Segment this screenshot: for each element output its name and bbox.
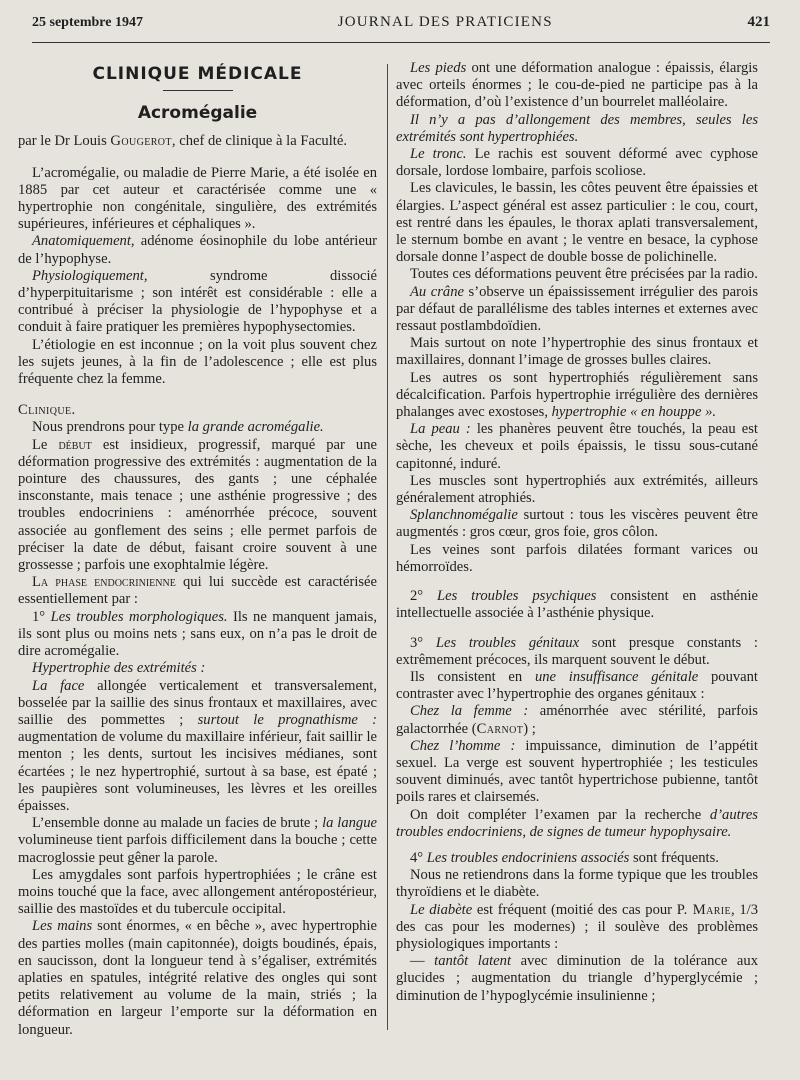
running-head (32, 14, 770, 43)
paragraph-physiology: Physiologiquement, syndrome dissocié d’hyperpituitarisme ; son intérêt est considérable : elle a contribué à préciser la physiologie de l’hypophyse et a conduit à faire pratiquer les premières hypophysectomies. (18, 267, 377, 336)
paragraph-retiendrons: Nous ne retiendrons dans la forme typique que les troubles thyroïdiens et le diabète. (396, 867, 758, 901)
paragraph-homme: Chez l’homme : impuissance, diminution de l’appétit sexuel. La verge est souvent hypertrophiée ; les testicules souvent diminués, avec tantôt hypertrichose pubienne, tantôt poils rares et clairsemés. (396, 737, 758, 806)
issue-date: 25 septembre 1947 (32, 15, 143, 30)
paragraph-phase: La phase endocrinienne qui lui succède est caractérisée essentiellement par : (18, 574, 378, 608)
rubric-rule (163, 90, 233, 91)
paragraph-type: Nous prendrons pour type la grande acromégalie. (32, 419, 324, 436)
section-heading-clinique: Clinique. (18, 402, 76, 419)
paragraph-psychiques: 2° Les troubles psychiques consistent en asthénie intellectuelle associée à l’asthénie physique. (396, 588, 758, 622)
paragraph-completer: On doit compléter l’examen par la recherche d’autres troubles endocriniens, de signes de tumeur hypophysaire. (396, 806, 758, 840)
paragraph-anatomy: Anatomiquement, adénome éosinophile du lobe antérieur de l’hypophyse. (18, 233, 377, 267)
paragraph-allongement: Il n’y a pas d’allongement des membres, seules les extrémités sont hypertrophiées. (396, 111, 758, 145)
paragraph-femme: Chez la femme : aménorrhée avec stérilité, parfois galactorrhée (Carnot) ; (396, 703, 758, 737)
journal-title: JOURNAL DES PRATICIENS (337, 14, 553, 30)
left-column (18, 60, 377, 1039)
paragraph-pieds: Les pieds ont une déformation analogue : épaissis, élargis avec orteils énormes ; le cou-de-pied ne participe pas à la déformation, d’où l’existence d’un bourrelet malléolaire. (396, 60, 758, 111)
right-column (396, 60, 758, 1005)
byline: par le Dr Louis Gougerot, chef de clinique à la Faculté. (18, 133, 347, 150)
paragraph-diabete: Le diabète est fréquent (moitié des cas pour P. Marie, 1/3 des cas pour les modernes) ; il soulève des problèmes physiologiques importants : (396, 901, 758, 952)
paragraph-brute: L’ensemble donne au malade un facies de brute ; la langue volumineuse tient parfois difficilement dans la bouche ; cette macroglossie peut gêner la parole. (18, 815, 377, 866)
paragraph-intro: L’acromégalie, ou maladie de Pierre Marie, a été isolée en 1885 par cet auteur et caractérisée comme une « hypertrophie non congénitale, singulière, des extrémités supérieures, inférieures et céphaliques ». (18, 164, 377, 233)
paragraph-insuffisance: Ils consistent en une insuffisance génitale pouvant contraster avec l’hypertrophie des organes génitaux : (396, 668, 758, 703)
paragraph-radio: Toutes ces déformations peuvent être précisées par la radio. (410, 266, 758, 283)
paragraph-morpho: 1° Les troubles morphologiques. Ils ne manquent jamais, ils sont plus ou moins nets ; sans eux, on n’a pas le droit de dire acromégalie. (18, 608, 377, 660)
author-name: Gougerot (110, 133, 172, 150)
section-rubric: CLINIQUE MÉDICALE (92, 64, 303, 84)
paragraph-genitaux: 3° Les troubles génitaux sont presque constants : extrêmement précoces, ils marquent souvent le début. (396, 634, 758, 668)
paragraph-sinus: Mais surtout on note l’hypertrophie des sinus frontaux et maxillaires, donnant l’image de grosses bulles claires. (396, 335, 758, 369)
paragraph-etiology: L’étiologie en est inconnue ; on la voit plus souvent chez les sujets jeunes, à la fin de l’adolescence ; elle est plus fréquente chez la femme. (18, 336, 377, 388)
paragraph-clavicules: Les clavicules, le bassin, les côtes peuvent être épaissies et élargies. L’aspect général est assez particulier : le cou, court, est rentré dans les épaules, le thorax aplati transversalement, le sternum bombe en avant ; le ventre en besace, la cyphose dorsale donne l’aspect de double bosse de polichinelle. (396, 180, 758, 266)
column-rule (387, 64, 388, 1030)
paragraph-endocriniens: 4° Les troubles endocriniens associés sont fréquents. (410, 849, 719, 866)
paragraph-splanchno: Splanchnomégalie surtout : tous les viscères peuvent être augmentés : gros cœur, gros foie, gros côlon. (396, 507, 758, 541)
paragraph-mains: Les mains sont énormes, « en bêche », avec hypertrophie des parties molles (main capitonnée), doigts boudinés, épais, en saucisson, dont la longueur tend à s’égaliser, extrémités aplaties en spatules, intégrité relative des ongles qui sont petits relativement au volume de la main, striés ; la déformation en largeur l’emporte sur la déformation en longueur. (18, 918, 377, 1038)
paragraph-amygdales: Les amygdales sont parfois hypertrophiées ; le crâne est moins touché que la face, avec allongement antéropostérieur, saillie des mastoïdes et du tubercule occipital. (18, 866, 377, 918)
paragraph-crane: Au crâne s’observe un épaississement irrégulier des parois par défaut de parallélisme des tables internes et externes avec ressaut postlambdoïdien. (396, 283, 758, 335)
paragraph-veines: Les veines sont parfois dilatées formant varices ou hémorroïdes. (396, 541, 758, 575)
paragraph-muscles: Les muscles sont hypertrophiés aux extrémités, ailleurs généralement atrophiés. (396, 472, 758, 507)
paragraph-tronc: Le tronc. Le rachis est souvent déformé avec cyphose dorsale, lordose lombaire, parfois scoliose. (396, 146, 759, 180)
paragraph-debut: Le début est insidieux, progressif, marqué par une déformation progressive des extrémités : augmentation de la pointure des chaussures, des gants ; une céphalée insconstante, mais tenace ; une asthénie progressive ; des troubles endocriniens : aménorrhée précoce, souvent associée au gonflement des seins ; elle permet parfois de préciser la date de début, faisant croire souvent à une grossesse ; parfois une exophtalmie légère. (18, 436, 377, 574)
paragraph-peau: La peau : les phanères peuvent être touchés, la peau est sèche, les cheveux et poils épaissis, le tissu sous-cutané capitonné, induré. (396, 421, 758, 472)
page-number: 421 (747, 14, 770, 30)
paragraph-face: La face allongée verticalement et transversalement, bosselée par la saillie des sinus frontaux et maxillaires, avec saillie des pommettes ; surtout le prognathisme : augmentation de volume du maxillaire inférieur, fait saillir le menton ; les dents, surtout les incisives médianes, sont écartées ; le nez hypertrophié, surtout à sa base, est épaté ; les paupières sont volumineuses, les lèvres et les oreilles épaisses. (18, 677, 378, 814)
subheading-extremites: Hypertrophie des extrémités : (32, 660, 206, 677)
paragraph-os: Les autres os sont hypertrophiés régulièrement sans décalcification. Parfois hypertrophie irrégulière des dernières phalanges avec exostoses, hypertrophie « en houppe ». (396, 369, 758, 421)
paragraph-latent: — tantôt latent avec diminution de la tolérance aux glucides ; augmentation du triangle d’hyperglycémie ; diminution de l’hypoglycémie insulinienne ; (396, 953, 758, 1004)
article-title: Acromégalie (137, 103, 258, 124)
